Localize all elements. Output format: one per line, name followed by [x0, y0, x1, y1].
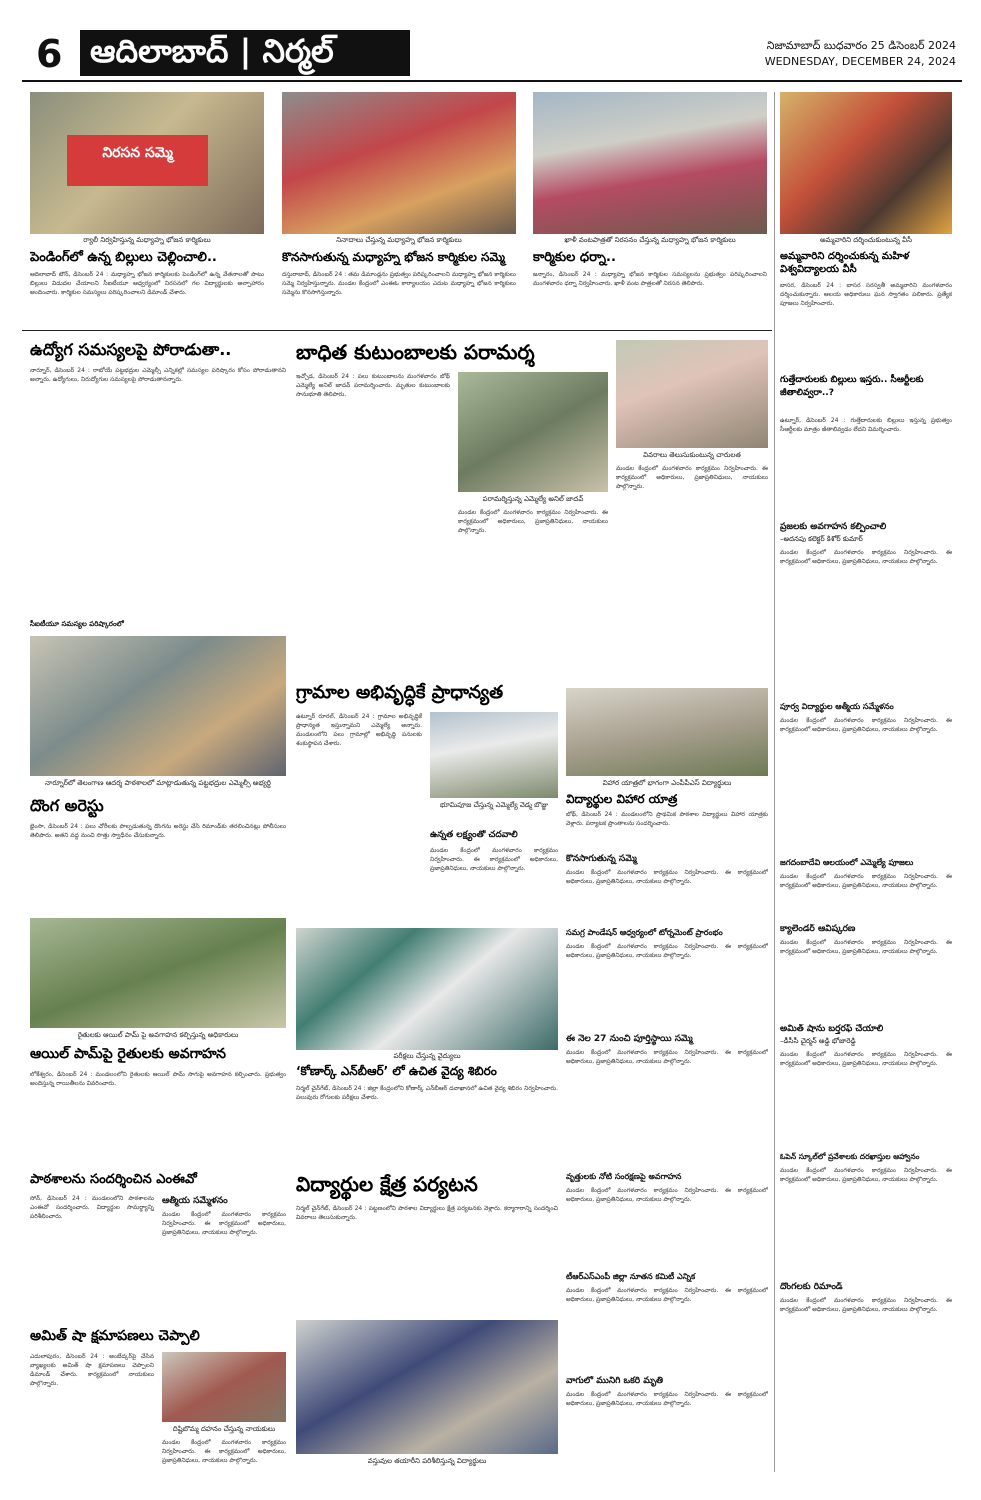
- page-number: 6: [36, 32, 63, 76]
- body-thief-arrest: భైంసా, డిసెంబర్ 24 : పలు చోరీలకు పాల్పడుతున్న దొంగను అరెస్టు చేసి రిమాండ్‌కు తరలించినట్లు పోలీసులు తెలిపారు. అతని వద్ద నుంచి సొత్తు స్వాధీనం చేసుకున్నారు.: [30, 823, 286, 839]
- section-title: ఆదిలాబాద్ | నిర్మల్: [80, 30, 410, 76]
- body-alumni: మండల కేంద్రంలో మంగళవారం కార్యక్రమం నిర్వహించారు. ఈ కార్యక్రమంలో అధికారులు, ప్రజాప్రతినిధులు, నాయకులు పాల్గొన్నారు.: [162, 1211, 286, 1236]
- caption-field-trip: వస్తువుల తయారీని పరిశీలిస్తున్న విద్యార్థులు: [367, 1457, 487, 1465]
- photo-dharna: [533, 92, 767, 234]
- body-crt-salary: ఉట్నూర్, డిసెంబర్ 24 : గుత్తేదారులకు బిల్లులు ఇస్తున్న ప్రభుత్వం సీఆర్టీలకు మాత్రం జీతాలివ్వడం లేదని విమర్శించారు.: [780, 417, 952, 433]
- date-english: WEDNESDAY, DECEMBER 24, 2024: [764, 55, 956, 68]
- body-families: ఇచ్చోడ, డిసెంబర్ 24 : పలు కుటుంబాలను మంగళవారం బోథ్ ఎమ్మెల్యే అనిల్ జాదవ్ పరామర్శించారు. మృతుల కుటుంబాలకు సానుభూతి తెలిపారు.: [296, 373, 450, 398]
- sub-strike: కొనసాగుతున్న సమ్మె: [566, 854, 637, 864]
- photo-temple: [780, 92, 952, 234]
- body-27-strike: మండల కేంద్రంలో మంగళవారం కార్యక్రమం నిర్వహించారు. ఈ కార్యక్రమంలో అధికారులు, ప్రజాప్రతినిధులు, నాయకులు పాల్గొన్నారు.: [566, 1049, 768, 1065]
- photo-rally: [30, 92, 264, 234]
- sub-drowning: వాగులో మునిగి ఒకరి మృతి: [566, 1376, 664, 1386]
- headline-crt-salary: గుత్తేదారులకు బిల్లులు ఇస్తరు.. సీఆర్టీలకు జీతాలివ్వరా..?: [780, 375, 924, 398]
- body-trip: బోథ్, డిసెంబర్ 24 : మండలంలోని ప్రాథమిక పాఠశాల విద్యార్థులు విహార యాత్రకు వెళ్లారు. పర్యాటక ప్రాంతాలను సందర్శించారు.: [566, 811, 768, 827]
- photo-amit: [162, 1352, 286, 1422]
- body-open-school: మండల కేంద్రంలో మంగళవారం కార్యక్రమం నిర్వహించారు. ఈ కార్యక్రమంలో అధికారులు, ప్రజాప్రతినిధులు, నాయకులు పాల్గొన్నారు.: [780, 1167, 952, 1183]
- sub-reunion: పూర్వ విద్యార్థుల ఆత్మీయ సమ్మేళనం: [780, 702, 894, 711]
- headline-strike-continues: కొనసాగుతున్న మధ్యాహ్న భోజన కార్మికుల సమ్మె: [282, 250, 505, 264]
- photo-medical-camp: [296, 928, 558, 1050]
- caption-dharna: ఖాళీ వంటపాత్రతో నిరసనం చేస్తున్న మధ్యాహ్న భోజన కార్మికులు: [564, 236, 736, 244]
- sub-27-strike: ఈ నెల 27 నుంచి పూర్తిస్థాయి సమ్మె: [566, 1034, 693, 1044]
- photo-oilpalm: [30, 918, 286, 1028]
- headline-field-trip: విద్యార్థుల క్షేత్ర పర్యటన: [296, 1172, 478, 1196]
- body-families-2: మండల కేంద్రంలో మంగళవారం కార్యక్రమం నిర్వహించారు. ఈ కార్యక్రమంలో అధికారులు, ప్రజాప్రతినిధులు, నాయకులు పాల్గొన్నారు.: [458, 509, 608, 534]
- caption-amit: దిష్టిబొమ్మ దహనం చేస్తున్న నాయకులు: [172, 1425, 276, 1433]
- headline-school-visit: పాఠశాలను సందర్శించిన ఎంఈవో: [30, 1172, 197, 1187]
- body-strike: మండల కేంద్రంలో మంగళవారం కార్యక్రమం నిర్వహించారు. ఈ కార్యక్రమంలో అధికారులు, ప్రజాప్రతినిధులు, నాయకులు పాల్గొన్నారు.: [566, 869, 768, 885]
- caption-slogans: నినాదాలు చేస్తున్న మధ్యాహ్న భోజన కార్మికులు: [336, 236, 462, 244]
- sub-awareness: ప్రజలకు అవగాహన కల్పించాలి: [780, 522, 887, 532]
- headline-village-dev: గ్రామాల అభివృద్ధికే ప్రాధాన్యత: [296, 682, 504, 703]
- sub-calendar: క్యాలెండర్ ఆవిష్కరణ: [780, 924, 856, 934]
- body-field-trip: నిర్మల్ చైన్‌గేట్, డిసెంబర్ 24 : పట్టణంలోని పాఠశాల విద్యార్థులు క్షేత్ర పర్యటనకు వెళ్లారు. కర్మాగారాన్ని సందర్శించి వివరాలు తెలుసుకున్నారు.: [296, 1205, 558, 1221]
- sub-trs-committee: టీఆర్ఎస్ఎంపీ జిల్లా నూతన కమిటీ ఎన్నిక: [566, 1272, 696, 1281]
- headline-trip: విద్యార్థుల విహార యాత్ర: [566, 792, 678, 806]
- photo-trip: [566, 688, 768, 776]
- headline-pending-bills: పెండింగ్‌లో ఉన్న బిల్లులు చెల్లించాలి..: [30, 250, 217, 265]
- sub-awareness-byline: –అదనపు కలెక్టర్ కిశోర్ కుమార్: [780, 535, 863, 543]
- headline-families: బాధిత కుటుంబాలకు పరామర్శ: [296, 340, 535, 364]
- body-oral-care: మండల కేంద్రంలో మంగళవారం కార్యక్రమం నిర్వహించారు. ఈ కార్యక్రమంలో అధికారులు, ప్రజాప్రతినిధులు, నాయకులు పాల్గొన్నారు.: [566, 1187, 768, 1203]
- photo-field-trip: [296, 1320, 558, 1454]
- caption-meeting: నార్నూర్‌లో తెలంగాణ ఆదర్శ పాఠశాలలో మాట్లాడుతున్న పట్టభద్రుల ఎమ్మెల్సీ అభ్యర్థి: [45, 779, 271, 787]
- sub-temple-pooja: జగదంబాదేవి ఆలయంలో ఎమ్మెల్యే పూజలు: [780, 858, 914, 867]
- body-strike-continues: దస్తురాబాద్, డిసెంబర్ 24 : తమ డిమాండ్లను ప్రభుత్వం పరిష్కరించాలని మధ్యాహ్న భోజన కార్మికులు సమ్మె నిర్వహిస్తున్నారు. మండల కేంద్రంలో ఎంఈఓ కార్యాలయం ఎదుట మధ్యాహ్న భోజన కార్మికులు సమ్మెను కొనసాగిస్తున్నారు.: [282, 271, 516, 296]
- body-medical-camp: నిర్మల్ చైన్‌గేట్, డిసెంబర్ 24 : జిల్లా కేంద్రంలోని కోణార్క్ ఎన్‌బీఆర్ దవాఖానలో ఉచిత వైద్య శిబిరం నిర్వహించారు. పలువురు రోగులకు పరీక్షలు చేశారు.: [296, 1085, 558, 1101]
- dateline: [765, 38, 956, 70]
- body-tournament: మండల కేంద్రంలో మంగళవారం కార్యక్రమం నిర్వహించారు. ఈ కార్యక్రమంలో అధికారులు, ప్రజాప్రతినిధులు, నాయకులు పాల్గొన్నారు.: [566, 943, 768, 959]
- sub-thieves-remand: దొంగలకు రిమాండ్: [780, 1282, 843, 1292]
- body-collector: మండల కేంద్రంలో మంగళవారం కార్యక్రమం నిర్వహించారు. ఈ కార్యక్రమంలో అధికారులు, ప్రజాప్రతినిధులు, నాయకులు పాల్గొన్నారు.: [616, 465, 768, 490]
- photo-collector: [616, 340, 768, 448]
- photo-meeting: [30, 636, 286, 776]
- body-reunion: మండల కేంద్రంలో మంగళవారం కార్యక్రమం నిర్వహించారు. ఈ కార్యక్రమంలో అధికారులు, ప్రజాప్రతినిధులు, నాయకులు పాల్గొన్నారు.: [780, 717, 952, 733]
- sub-oral-care: వృత్తులకు నోటి సంరక్షణపై అవగాహన: [566, 1172, 682, 1181]
- body-amit-2: మండల కేంద్రంలో మంగళవారం కార్యక్రమం నిర్వహించారు. ఈ కార్యక్రమంలో అధికారులు, ప్రజాప్రతినిధులు, నాయకులు పాల్గొన్నారు.: [162, 1439, 286, 1464]
- photo-mla: [458, 372, 608, 492]
- headline-vc-visit: అమ్మవారిని దర్శించుకున్న మహిళ విశ్వవిద్యాలయ వీసీ: [780, 251, 910, 275]
- caption-medical-camp: పరీక్షలు చేస్తున్న వైద్యులు: [393, 1052, 461, 1060]
- caption-temple: అమ్మవారిని దర్శించుకుంటున్న వీసీ: [819, 236, 913, 244]
- caption-mla: పరామర్శిస్తున్న ఎమ్మెల్యే అనిల్ జాదవ్: [482, 495, 584, 503]
- body-amit-dismiss: మండల కేంద్రంలో మంగళవారం కార్యక్రమం నిర్వహించారు. ఈ కార్యక్రమంలో అధికారులు, ప్రజాప్రతినిధులు, నాయకులు పాల్గొన్నారు.: [780, 1051, 952, 1067]
- caption-trip: విహార యాత్రలో భాగంగా ఎంపీపీఎస్ విద్యార్థులు: [602, 779, 732, 787]
- sub-aims: ఉన్నత లక్ష్యంతో చదవాలి: [430, 830, 518, 840]
- body-workers-dharna: జన్నారం, డిసెంబర్ 24 : మధ్యాహ్న భోజన కార్మికుల సమస్యలను ప్రభుత్వం పరిష్కరించాలని మంగళవారం ధర్నా నిర్వహించారు. ఖాళీ వంట పాత్రలతో నిరసన తెలిపారు.: [533, 271, 767, 287]
- caption-rally: ర్యాలీ నిర్వహిస్తున్న మధ్యాహ్న భోజన కార్మికులు: [83, 236, 211, 244]
- body-calendar: మండల కేంద్రంలో మంగళవారం కార్యక్రమం నిర్వహించారు. ఈ కార్యక్రమంలో అధికారులు, ప్రజాప్రతినిధులు, నాయకులు పాల్గొన్నారు.: [780, 939, 952, 955]
- body-job-issues: నార్నూర్, డిసెంబర్ 24 : రాబోయే పట్టభద్రుల ఎమ్మెల్సీ ఎన్నికల్లో సమస్యల పరిష్కారం కోసం పోరాడుతానని అన్నారు. ఉద్యోగులు, నిరుద్యోగుల సమస్యలపై పోరాడుతానన్నారు.: [30, 367, 286, 383]
- protest-banner: నిరసన సమ్మె: [67, 135, 207, 186]
- sub-amit-dismiss: అమిత్ షాను బర్తరఫ్ చేయాలి: [780, 1024, 884, 1034]
- sub-alumni: ఆత్మీయ సమ్మేళనం: [162, 1196, 228, 1206]
- caption-collector: వివరాలు తెలుసుకుంటున్న చారులత: [643, 451, 741, 459]
- caption-oilpalm: రైతులకు ఆయిల్ పామ్ పై అవగాహన కల్పిస్తున్న అధికారులు: [77, 1031, 239, 1039]
- sub-citu: సీఐటీయూ సమస్యల పరిష్కారంలో: [30, 620, 124, 628]
- body-pending-bills: ఆదిలాబాద్ టౌన్, డిసెంబర్ 24 : మధ్యాహ్న భోజన కార్మికులకు పెండింగ్‌లో ఉన్న వేతనాలతో పాటు బిల్లులు విడుదల చేయాలని సీఐటీయూ ఆధ్వర్యంలో నిరసనలో గల విద్యార్థులకు అల్పాహారం అందించారు. కార్మికుల సమస్యలు పరిష్కరించాలని డిమాండ్ చేశారు.: [30, 271, 264, 296]
- sub-open-school: ఓపెన్ స్కూల్‌లో ప్రవేశాలకు దరఖాస్తుల ఆహ్వానం: [780, 1152, 920, 1161]
- headline-workers-dharna: కార్మికుల ధర్నా..: [533, 250, 616, 265]
- body-vc-visit: బాసర, డిసెంబర్ 24 : బాసర సరస్వతీ అమ్మవారిని మంగళవారం దర్శించుకున్నారు. ఆలయ అధికారులు ఘన స్వాగతం పలికారు. ప్రత్యేక పూజలు నిర్వహించారు.: [780, 282, 952, 307]
- caption-plant: భూమిపూజ చేస్తున్న ఎమ్మెల్యే వెడ్మ బొజ్జు: [440, 801, 548, 809]
- photo-plant: [430, 712, 558, 798]
- body-temple-pooja: మండల కేంద్రంలో మంగళవారం కార్యక్రమం నిర్వహించారు. ఈ కార్యక్రమంలో అధికారులు, ప్రజాప్రతినిధులు, నాయకులు పాల్గొన్నారు.: [780, 873, 952, 889]
- photo-slogans: [282, 92, 516, 234]
- headline-medical-camp: ‘కోణార్క్ ఎన్‌బీఆర్’ లో ఉచిత వైద్య శిబిరం: [296, 1064, 497, 1078]
- body-oilpalm: లోకేశ్వరం, డిసెంబర్ 24 : మండలంలోని రైతులకు ఆయిల్ పామ్ సాగుపై అవగాహన కల్పించారు. ప్రభుత్వం అందిస్తున్న రాయితీలను వివరించారు.: [30, 1071, 286, 1087]
- masthead: [22, 30, 962, 82]
- body-amit-shah: ఎదులాపురం, డిసెంబర్ 24 : అంబేద్కర్‌పై చేసిన వ్యాఖ్యలకు అమిత్ షా క్షమాపణలు చెప్పాలని డిమాండ్ చేశారు. కార్యక్రమంలో నాయకులు పాల్గొన్నారు.: [30, 1353, 154, 1387]
- body-drowning: మండల కేంద్రంలో మంగళవారం కార్యక్రమం నిర్వహించారు. ఈ కార్యక్రమంలో అధికారులు, ప్రజాప్రతినిధులు, నాయకులు పాల్గొన్నారు.: [566, 1391, 768, 1407]
- column-divider: [774, 92, 775, 1472]
- body-school-visit: సోన్, డిసెంబర్ 24 : మండలంలోని పాఠశాలను ఎంఈవో సందర్శించారు. విద్యార్థుల సామర్థ్యాన్ని పరిశీలించారు.: [30, 1195, 154, 1220]
- headline-oilpalm: ఆయిల్ పామ్‌పై రైతులకు అవగాహన: [30, 1046, 227, 1062]
- headline-amit-shah: అమిత్ షా క్షమాపణలు చెప్పాలి: [30, 1328, 200, 1344]
- body-trs-committee: మండల కేంద్రంలో మంగళవారం కార్యక్రమం నిర్వహించారు. ఈ కార్యక్రమంలో అధికారులు, ప్రజాప్రతినిధులు, నాయకులు పాల్గొన్నారు.: [566, 1287, 768, 1303]
- body-awareness: మండల కేంద్రంలో మంగళవారం కార్యక్రమం నిర్వహించారు. ఈ కార్యక్రమంలో అధికారులు, ప్రజాప్రతినిధులు, నాయకులు పాల్గొన్నారు.: [780, 549, 952, 565]
- body-thieves-remand: మండల కేంద్రంలో మంగళవారం కార్యక్రమం నిర్వహించారు. ఈ కార్యక్రమంలో అధికారులు, ప్రజాప్రతినిధులు, నాయకులు పాల్గొన్నారు.: [780, 1297, 952, 1313]
- body-village-dev: ఉట్నూర్ రూరల్, డిసెంబర్ 24 : గ్రామాల అభివృద్ధికే ప్రాధాన్యత ఇస్తున్నామని ఎమ్మెల్యే అన్నారు. మండలంలోని పలు గ్రామాల్లో అభివృద్ధి పనులకు శంకుస్థాపన చేశారు.: [296, 713, 422, 747]
- date-telugu: నిజామాబాద్ బుధవారం 25 డిసెంబర్ 2024: [766, 39, 956, 52]
- headline-thief-arrest: దొంగ అరెస్టు: [30, 796, 104, 815]
- sub-amit-byline: –డీసీసీ చైర్మన్ అడ్డి భోజారెడ్డి: [780, 1037, 856, 1045]
- divider-top: [22, 330, 772, 331]
- sub-tournament: సమగ్ర పాండేషన్ ఆధ్వర్యంలో టోర్నమెంట్ ప్రారంభం: [566, 928, 723, 937]
- headline-job-issues: ఉద్యోగ సమస్యలపై పోరాడుతా..: [30, 340, 232, 359]
- body-aims: మండల కేంద్రంలో మంగళవారం కార్యక్రమం నిర్వహించారు. ఈ కార్యక్రమంలో అధికారులు, ప్రజాప్రతినిధులు, నాయకులు పాల్గొన్నారు.: [430, 847, 558, 872]
